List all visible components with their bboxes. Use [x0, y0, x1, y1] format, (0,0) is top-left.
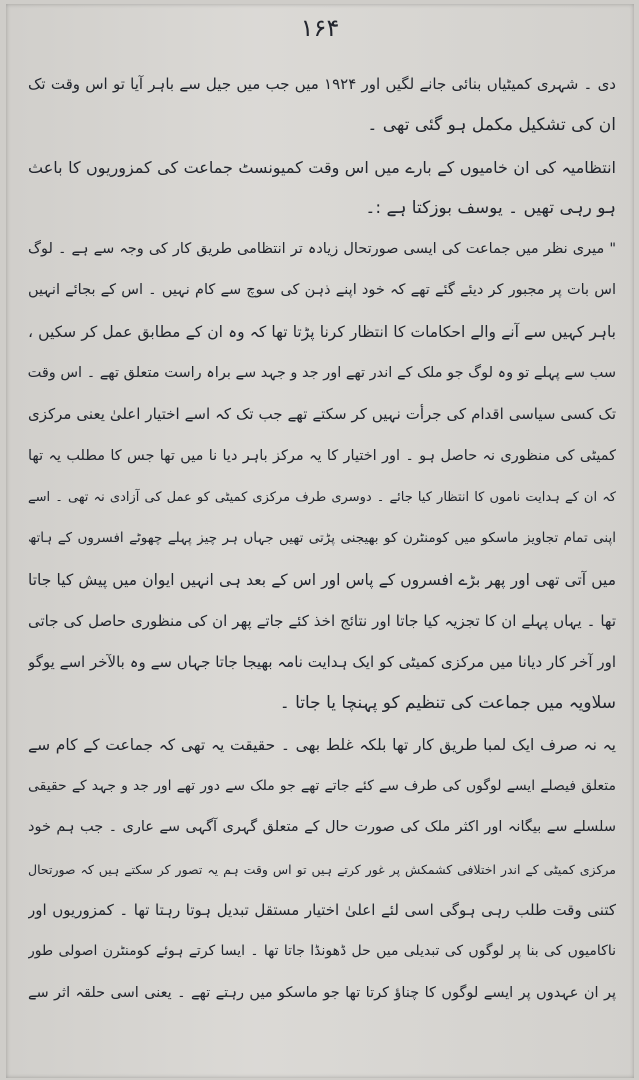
book-page	[6, 4, 634, 1078]
text-line: انتظامیہ کی ان خامیوں کے بارے میں اس وقت کمیونسٹ جماعت کی کمزوریوں کا باعث	[28, 157, 616, 177]
text-line: ہو رہی تھیں ۔ یوسف بوزکتا ہے :۔	[365, 197, 616, 218]
text-line: سلاویہ میں جماعت کی تنظیم کو پہنچا یا جاتا ۔	[279, 693, 616, 714]
text-line: باہر کہیں سے آنے والے احکامات کا انتظار کرنا پڑتا تھا کہ وہ ان کے مطابق عمل کر سکیں ،	[28, 322, 616, 341]
page-text	[28, 64, 616, 1014]
text-line: پر ان عہدوں پر ایسے لوگوں کا چناؤ کرتا تھا جو ماسکو میں رہتے تھے ۔ یعنی اسی حلقہ اثر سے	[28, 984, 616, 1001]
text-line: کمیٹی کی منظوری نہ حاصل ہو ۔ اور اختیار کا یہ مرکز باہر دیا نا میں تھا جس کا مطلب یہ تھا	[28, 447, 616, 464]
page-number: ۱۶۴	[300, 14, 340, 42]
text-line: تک کسی سیاسی اقدام کی جرأت نہیں کر سکتے تھے جب تک کہ اسے اختیار اعلیٰ یعنی مرکزی	[28, 405, 616, 424]
text-line: اپنی تمام تجاویز ماسکو میں کومنٹرن کو بھیجنی پڑتی تھیں جہاں ہر چیز پہلے چھوٹے افسروں کے ہاتھ	[28, 530, 616, 547]
text-line: کہ ان کے ہدایت ناموں کا انتظار کیا جائے ۔ دوسری طرف مرکزی کمیٹی کو عمل کی آزادی نہ تھی ۔ اسے	[28, 489, 616, 505]
text-line: سلسلے سے بیگانہ اور اکثر ملک کی صورت حال کے متعلق گہری آگہی سے عاری ۔ جب ہم خود	[28, 819, 616, 836]
text-line: سب سے پہلے تو وہ لوگ جو ملک کے اندر تھے اور جد و جہد سے براہ راست متعلق تھے ۔ اس وقت	[28, 365, 616, 382]
text-line: کتنی وقت طلب رہی ہوگی اسی لئے اعلیٰ اختیار مستقل تبدیل ہوتا رہتا تھا ۔ کمزوریوں اور	[28, 900, 616, 919]
text-line: دی ۔ شہری کمیٹیاں بنائی جانے لگیں اور ۱۹۲۴ میں جب میں جیل سے باہر آیا تو اس وقت تک	[28, 75, 616, 93]
text-line: یہ نہ صرف ایک لمبا طریق کار تھا بلکہ غلط بھی ۔ حقیقت یہ تھی کہ جماعت کے کام سے	[28, 735, 616, 754]
text-line: میں آتی تھی اور پھر بڑے افسروں کے پاس اور اس کے بعد ہی انہیں ایوان میں پیش کیا جاتا	[28, 570, 616, 589]
text-line: تھا ۔ یہاں پہلے ان کا تجزیہ کیا جاتا اور نتائج اخذ کئے جاتے پھر ان کی منظوری حاصل کی جاتی	[28, 611, 616, 630]
text-line: مرکزی کمیٹی کے اندر اختلافی کشمکش پر غور کرتے ہیں تو اس وقت ہم یہ تصور کر سکتے ہیں کہ صورتحال	[28, 861, 616, 877]
text-line: اور آخر کار دیانا میں مرکزی کمیٹی کو ایک ہدایت نامہ بھیجا جاتا جہاں سے وہ بالآخر اسے یوگو	[28, 653, 616, 672]
text-line: ان کی تشکیل مکمل ہو گئی تھی ۔	[367, 115, 616, 136]
text-line: " میری نظر میں جماعت کی ایسی صورتحال زیادہ تر انتظامی طریق کار کی وجہ سے ہے ۔ لوگ	[28, 241, 616, 258]
text-line: متعلق فیصلے ایسے لوگوں کی طرف سے کئے جاتے تھے جو ملک سے دور تھے اور جد و جہد کے حقیقی	[28, 778, 616, 795]
text-line: اس بات پر مجبور کر دیئے گئے تھے کہ خود اپنے ذہن کی سوچ سے کام نہیں ۔ اس کے بجائے انہیں	[28, 282, 616, 299]
text-line: ناکامیوں کی بنا پر لوگوں کی تبدیلی میں حل ڈھونڈا جاتا تھا ۔ ایسا کرتے ہوئے کومنٹرن اصولی طور	[28, 943, 616, 960]
